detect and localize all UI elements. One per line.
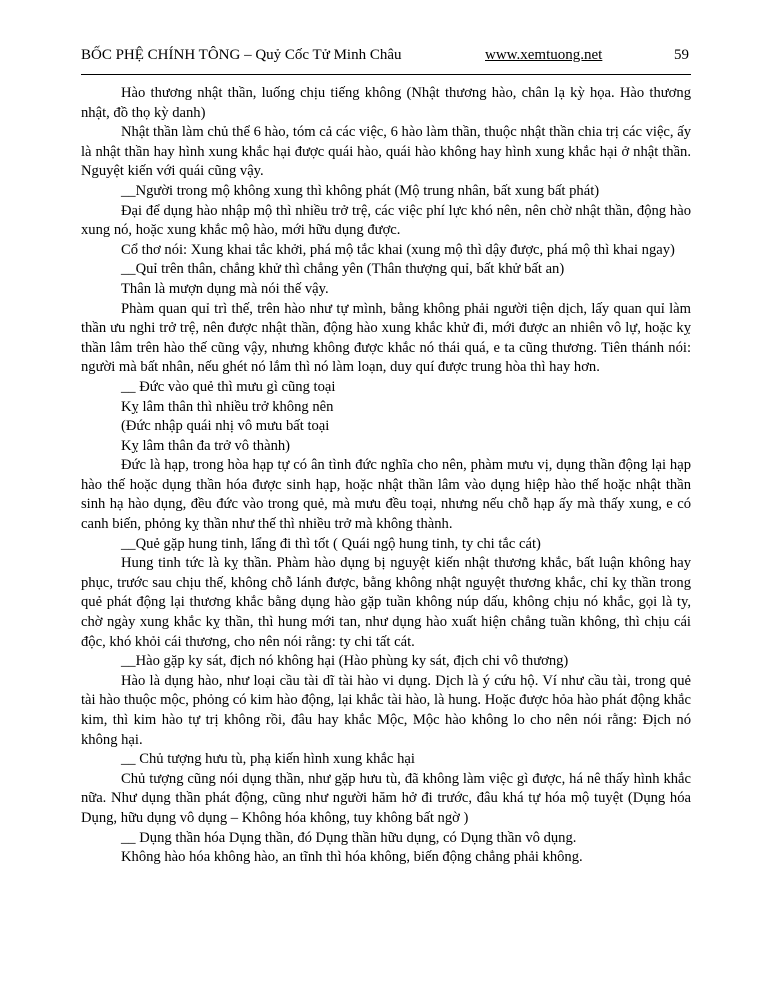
page-number: 59 xyxy=(674,47,689,63)
paragraph: Phàm quan quỉ trì thế, trên hào như tự mình, bằng không phải người tiện dịch, lấy quan quỉ làm thần ưu nghi trở trệ, nên được nhật thần, động hào xung khắc khử đi, mới được an nhiên vô lự, hoặc kỵ thần lâm trên hào thế cũng vậy, nhưng không được khắc nó thái quá, e ta cũng thương. Tiên thánh nói: người mà bất nhân, nếu ghét nó lắm thì nó làm loạn, duy quí được trung hòa thì hay hơn. xyxy=(81,300,691,376)
page-body xyxy=(81,84,691,868)
verse-line: Kỵ lâm thân thì nhiều trở không nên xyxy=(121,398,334,415)
paragraph: Chủ tượng cũng nói dụng thần, như gặp hưu tù, đã không làm việc gì được, há nê thấy hình khắc nữa. Như dụng thần phát động, cũng như người hăm hở đi trước, đâu khá tự hóa mộ tuyệt (Dụng hóa Dụng, hữu dụng vô dụng – Không hóa không, tuy không bất ngờ ) xyxy=(81,770,691,826)
verse-line: (Đức nhập quái nhị vô mưu bất toại xyxy=(121,418,330,435)
section-heading: __ Chủ tượng hưu tù, phạ kiến hình xung khắc hại xyxy=(121,751,415,768)
section-heading: __Người trong mộ không xung thì không phát (Mộ trung nhân, bất xung bất phát) xyxy=(121,182,600,199)
paragraph: Hung tinh tức là kỵ thần. Phàm hào dụng bị nguyệt kiến nhật thương khắc, bất luận không hay phục, trước sau chịu thế, không chỗ lánh được, bằng không nhật nguyệt thương khắc, chỉ kỵ thần trong quẻ phát động lại thương khắc bằng dụng hào gặp tuần không núp dấu, không chịu nó khắc, gọi là ty, chờ ngày xung khắc kỵ thần, thì hung mới tan, như dụng hào xuất hiện chẳng tuần không, thì chịu cái độc, khó khỏi cái thương, cho nên nói rằng: ty chi tất cát. xyxy=(81,555,691,650)
section-heading: __ Đức vào quẻ thì mưu gì cũng toại xyxy=(121,378,336,395)
paragraph: Thân là mượn dụng mà nói thế vậy. xyxy=(121,280,329,297)
paragraph: Đức là hạp, trong hòa hạp tự có ân tình đức nghĩa cho nên, phàm mưu vị, dụng thần động lại hạp hào thế hoặc dụng thần hóa được sinh hạp, hoặc nhật thần lâm vào dụng hiệp hào thế hoặc nhật thần sinh hạ hào dụng, đều đức vào trong quẻ, mà mưu đều toại, nhưng nếu chỗ hạp ấy mà thấy xung, e có canh biến, phỏng kỵ thần như thế thì nhiều trở mà không thành. xyxy=(81,457,691,533)
section-heading: __Quỉ trên thân, chẳng khử thì chẳng yên (Thân thượng quỉ, bất khử bất an) xyxy=(121,261,565,278)
page-header xyxy=(81,47,689,67)
paragraph: Đại để dụng hào nhập mộ thì nhiều trở trệ, các việc phí lực khó nên, nên chờ nhật thần, động hào xung nó, hoặc xung khắc mộ hào, mới hữu dụng được. xyxy=(81,202,691,239)
website-link[interactable]: www.xemtuong.net xyxy=(485,47,603,63)
section-heading: __Hào gặp ky sát, địch nó không hại (Hào phùng ky sát, địch chi vô thương) xyxy=(121,653,569,670)
paragraph: Hào thương nhật thần, luống chịu tiếng không (Nhật thương hào, chân lạ kỳ họa. Hào thương nhật, đồ thọ kỳ danh) xyxy=(81,85,691,121)
paragraph: Nhật thần làm chủ thể 6 hào, tóm cả các việc, 6 hào làm thần, thuộc nhật thần chia trị các việc, ấy là nhật thần hay hình xung khắc hại được quái hào, quái hào không hay hình xung khắc hại ở nhật thần. Nguyệt kiến với quái cũng vậy. xyxy=(81,124,691,180)
section-heading: __ Dụng thần hóa Dụng thần, đó Dụng thần hữu dụng, có Dụng thần vô dụng. xyxy=(121,829,577,846)
verse-line: Kỵ lâm thân đa trở vô thành) xyxy=(121,437,291,454)
section-heading: __Quẻ gặp hung tinh, lẩng đi thì tốt ( Quái ngộ hung tinh, ty chi tắc cát) xyxy=(121,535,541,552)
paragraph: Cổ thơ nói: Xung khai tắc khởi, phá mộ tắc khai (xung mộ thì dậy được, phá mộ thì khai ngay) xyxy=(121,241,675,258)
header-divider xyxy=(81,74,691,75)
paragraph: Hào là dụng hào, như loại cầu tài dĩ tài hào vi dụng. Dịch là ý cứu hộ. Ví như cầu tài, trong quẻ tài hào thuộc mộc, phỏng có kim hào động, lại khắc tài hào, là hung. Hoặc được hỏa hào phát động khắc kim, thì kim hào tự trị không rồi, đâu hay khắc Mộc, Mộc hào không lo cho nên nói rằng: Địch nó không hại. xyxy=(81,672,691,748)
book-title: BỐC PHỆ CHÍNH TÔNG – Quỷ Cốc Tử Minh Châu xyxy=(81,47,402,63)
paragraph: Không hào hóa không hào, an tĩnh thì hóa không, biến động chẳng phải không. xyxy=(121,849,583,866)
